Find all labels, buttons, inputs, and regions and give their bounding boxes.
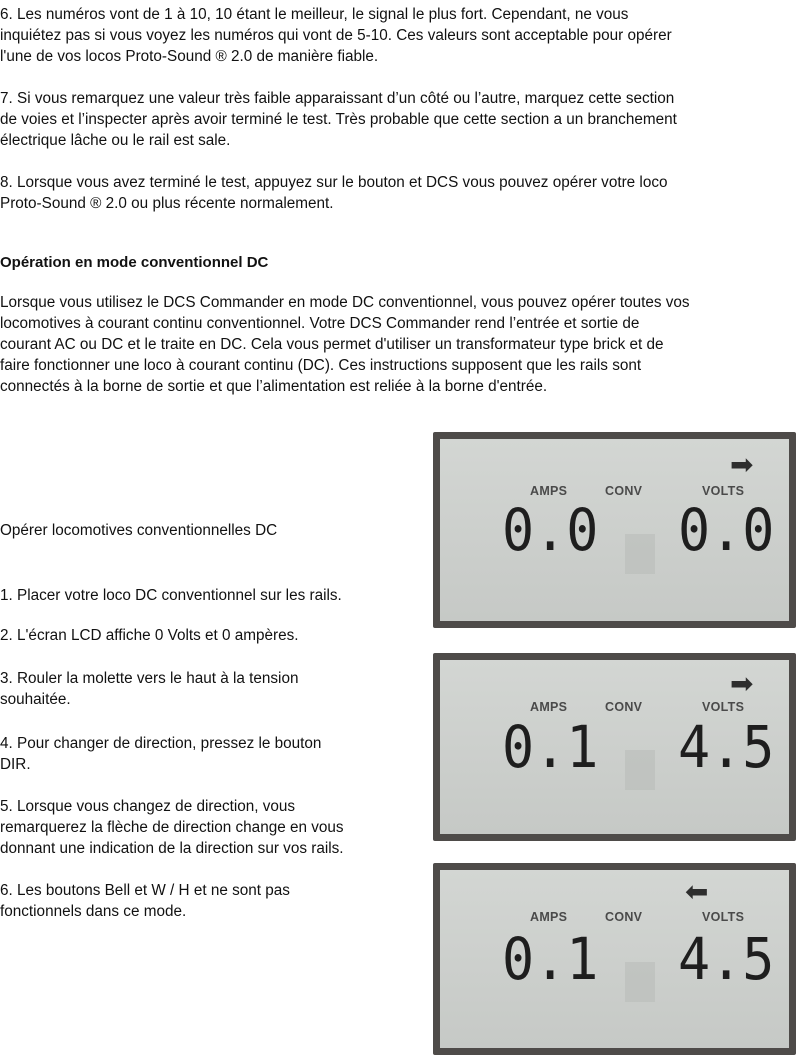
- lcd-amps-label: AMPS: [530, 484, 568, 498]
- lcd-volts-value: 4.5: [678, 713, 775, 781]
- lcd-display-1: [433, 432, 796, 628]
- lcd-amps-label: AMPS: [530, 700, 568, 714]
- lcd-conv-label: CONV: [605, 484, 643, 498]
- lcd-display-3: [433, 863, 796, 1055]
- step-6: 6. Les boutons Bell et W / H et ne sont pas fonctionnels dans ce mode.: [0, 882, 290, 920]
- lcd-amps-value: 0.1: [502, 925, 599, 993]
- intro-paragraph: Lorsque vous utilisez le DCS Commander en mode DC conventionnel, vous pouvez opérer toutes vos locomotives à courant continu conventionnel. Votre DCS Commander rend l’entrée et sortie de courant AC ou DC et le traite en DC. Cela vous permet d'utiliser un transformateur type brick et de faire fonctionner une loco à courant continu (DC). Ces instructions supposent que les rails sont connectés à la borne de sortie et que l’alimentation est reliée à la borne d'entrée.: [0, 294, 690, 395]
- lcd-conv-label: CONV: [605, 700, 643, 714]
- lcd-amps-label: AMPS: [530, 910, 568, 924]
- arrow-right-icon: ➡: [730, 449, 754, 480]
- arrow-left-icon: ⬅: [685, 876, 709, 907]
- lcd-amps-value: 0.1: [502, 713, 599, 781]
- arrow-right-icon: ➡: [730, 668, 754, 699]
- lcd-volts-label: VOLTS: [702, 484, 745, 498]
- paragraph-step-8: 8. Lorsque vous avez terminé le test, appuyez sur le bouton et DCS vous pouvez opérer votre loco Proto-Sound ® 2.0 ou plus récente normalement.: [0, 174, 668, 212]
- step-1: 1. Placer votre loco DC conventionnel sur les rails.: [0, 587, 342, 604]
- lcd-conv-label: CONV: [605, 910, 643, 924]
- lcd-volts-label: VOLTS: [702, 910, 745, 924]
- paragraph-step-7: 7. Si vous remarquez une valeur très faible apparaissant d’un côté ou l’autre, marquez cette section de voies et l’inspecter après avoir terminé le test. Très probable que cette section a un branchement électrique lâche ou le rail est sale.: [0, 90, 677, 149]
- lcd-volts-value: 0.0: [678, 496, 775, 564]
- step-4: 4. Pour changer de direction, pressez le bouton DIR.: [0, 735, 322, 773]
- step-5: 5. Lorsque vous changez de direction, vous remarquerez la flèche de direction change en vous donnant une indication de la direction sur vos rails.: [0, 798, 344, 857]
- lcd-volts-value: 4.5: [678, 925, 775, 993]
- lcd-amps-value: 0.0: [502, 496, 599, 564]
- paragraph-step-6: 6. Les numéros vont de 1 à 10, 10 étant le meilleur, le signal le plus fort. Cependant, ne vous inquiétez pas si vous voyez les numéros qui vont de 5-10. Ces valeurs sont acceptable pour opérer l'une de vos locos Proto-Sound ® 2.0 de manière fiable.: [0, 6, 672, 65]
- sub-heading: Opérer locomotives conventionnelles DC: [0, 522, 278, 539]
- step-3: 3. Rouler la molette vers le haut à la tension souhaitée.: [0, 670, 299, 708]
- lcd-display-2: [433, 653, 796, 841]
- lcd-volts-label: VOLTS: [702, 700, 745, 714]
- section-heading: Opération en mode conventionnel DC: [0, 254, 269, 271]
- step-2: 2. L'écran LCD affiche 0 Volts et 0 ampères.: [0, 627, 299, 644]
